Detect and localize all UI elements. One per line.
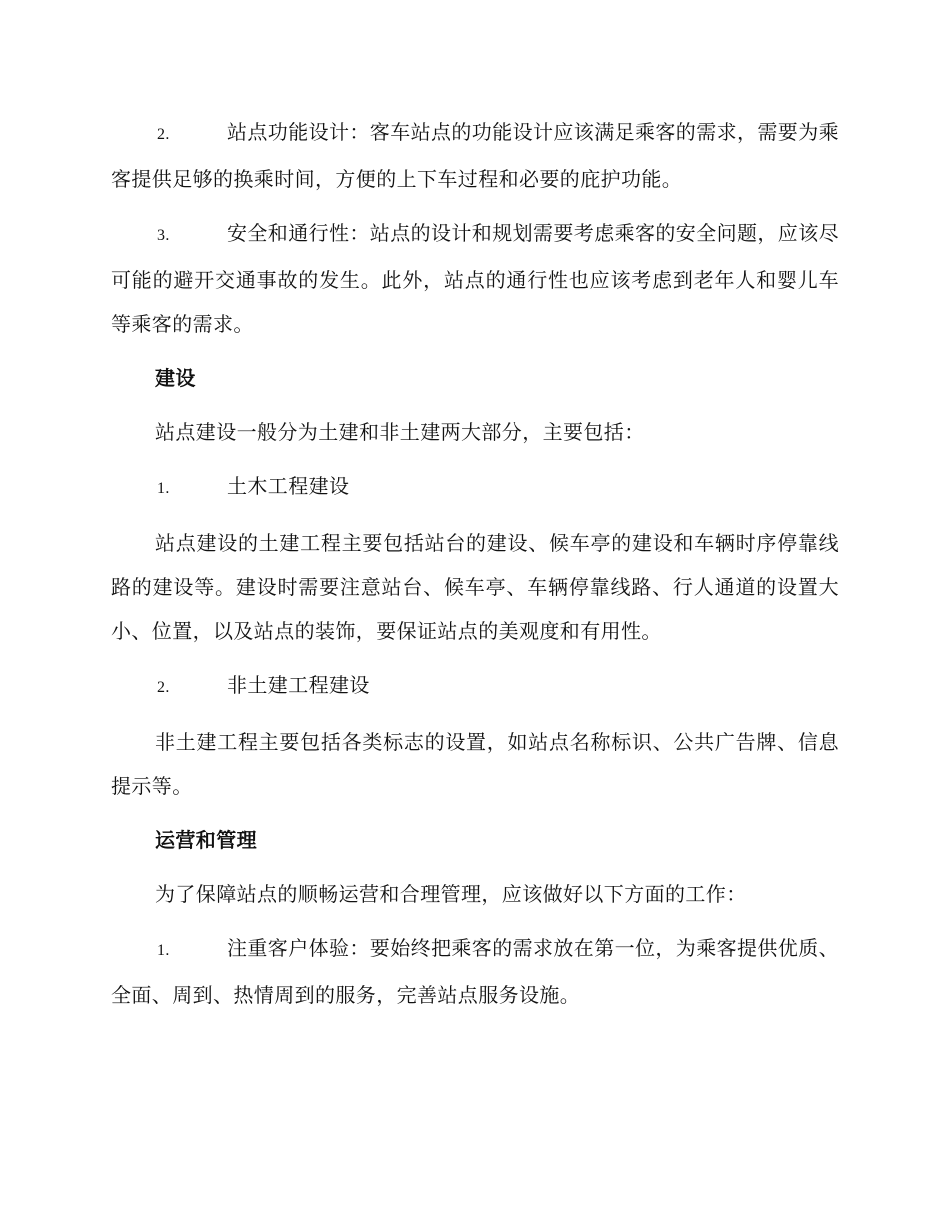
list-item-text: 站点功能设计：客车站点的功能设计应该满足乘客的需求，需要为乘客提供足够的换乘时间，方便的上下车过程和必要的庇护功能。 xyxy=(111,120,839,191)
list-item-text: 注重客户体验：要始终把乘客的需求放在第一位，为乘客提供优质、全面、周到、热情周到的服务，完善站点服务设施。 xyxy=(111,936,839,1007)
paragraph-construction-intro: 站点建设一般分为土建和非土建两大部分，主要包括： xyxy=(155,420,645,444)
list-number: 2. xyxy=(157,679,170,696)
list-item-safety-accessibility xyxy=(111,211,839,346)
section-heading-operations: 运营和管理 xyxy=(155,828,257,852)
list-item-text: 土木工程建设 xyxy=(227,474,350,498)
section-heading-construction: 建设 xyxy=(155,366,196,390)
list-item-civil-engineering xyxy=(111,464,839,511)
list-number: 3. xyxy=(157,227,170,244)
list-number: 2. xyxy=(157,126,170,143)
list-number: 1. xyxy=(157,480,170,497)
list-item-non-civil-engineering xyxy=(111,663,839,710)
list-number: 1. xyxy=(157,942,170,959)
document-body xyxy=(111,110,839,1027)
paragraph-non-civil-engineering: 非土建工程主要包括各类标志的设置，如站点名称标识、公共广告牌、信息提示等。 xyxy=(111,730,839,798)
list-item-text: 非土建工程建设 xyxy=(227,673,370,697)
list-item-station-function xyxy=(111,110,839,201)
list-item-text: 安全和通行性：站点的设计和规划需要考虑乘客的安全问题，应该尽可能的避开交通事故的发生。此外，站点的通行性也应该考虑到老年人和婴儿车等乘客的需求。 xyxy=(111,221,839,336)
paragraph-operations-intro: 为了保障站点的顺畅运营和合理管理，应该做好以下方面的工作： xyxy=(155,882,747,906)
paragraph-civil-engineering: 站点建设的土建工程主要包括站台的建设、候车亭的建设和车辆时序停靠线路的建设等。建设时需要注意站台、候车亭、车辆停靠线路、行人通道的设置大小、位置，以及站点的装饰，要保证站点的美观度和有用性。 xyxy=(111,531,839,643)
list-item-customer-experience xyxy=(111,926,839,1017)
